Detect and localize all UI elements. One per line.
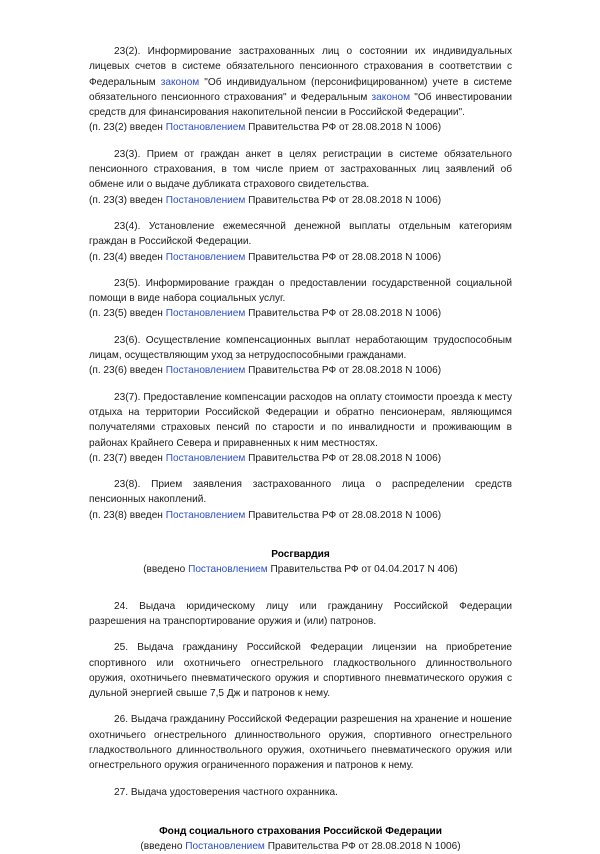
section-gap — [89, 800, 512, 824]
resolution-link[interactable]: Постановлением — [188, 564, 268, 576]
clause-23-8-note — [89, 508, 512, 523]
note-suffix: Правительства РФ от 28.08.2018 N 1006) — [245, 251, 442, 263]
note-suffix: Правительства РФ от 28.08.2018 N 1006) — [264, 841, 461, 853]
clause-23-2-note — [89, 120, 512, 135]
note-prefix: (п. 23(2) введен — [89, 122, 166, 134]
note-suffix: Правительства РФ от 28.08.2018 N 1006) — [245, 365, 442, 377]
clause-23-6-note — [89, 363, 512, 378]
paragraph-gap — [89, 466, 512, 477]
paragraph-gap — [89, 322, 512, 333]
note-suffix: Правительства РФ от 28.08.2018 N 1006) — [245, 122, 442, 134]
clause-23-2-body2: "Об индивидуальном (персонифицированном) учете в системе обязательного пенсионного страхования" и Федеральным — [89, 76, 515, 103]
paragraph-gap — [89, 701, 512, 712]
clause-23-3-note — [89, 193, 512, 208]
paragraph-gap — [89, 379, 512, 390]
resolution-link[interactable]: Постановлением — [165, 452, 246, 464]
clause-23-7-note — [89, 451, 512, 466]
section-header-rosgvardiya-note — [89, 562, 512, 577]
section-gap — [89, 523, 512, 547]
note-prefix: (п. 23(4) введен — [89, 251, 166, 263]
section-header-fss: Фонд социального страхования Российской Федерации — [159, 825, 442, 837]
clause-24-text: 24. Выдача юридическому лицу или гражданину Российской Федерации разрешения на транспортирование оружия и (или) патронов. — [89, 600, 512, 627]
clause-23-6-text: 23(6). Осуществление компенсационных выплат неработающим трудоспособным лицам, осуществляющим уход за нетрудоспособными гражданами. — [89, 334, 512, 362]
clause-23-5-note — [89, 306, 512, 321]
paragraph-gap — [89, 208, 512, 219]
paragraph-gap — [89, 774, 512, 785]
note-suffix: Правительства РФ от 28.08.2018 N 1006) — [245, 509, 442, 521]
note-prefix: (п. 23(3) введен — [89, 194, 166, 206]
clause-23-4-text: 23(4). Установление ежемесячной денежной выплаты отдельным категориям граждан в Российской Федерации. — [89, 220, 512, 248]
paragraph-gap — [89, 265, 512, 276]
resolution-link[interactable]: Постановлением — [165, 194, 246, 206]
section-gap — [89, 578, 512, 599]
law-link-1[interactable]: законом — [160, 76, 200, 88]
note-prefix: (п. 23(8) введен — [89, 509, 166, 521]
resolution-link[interactable]: Постановлением — [165, 308, 246, 320]
note-suffix: Правительства РФ от 04.04.2017 N 406) — [267, 564, 458, 576]
note-prefix: (п. 23(5) введен — [89, 308, 166, 320]
law-link-2[interactable]: законом — [371, 91, 411, 103]
clause-23-8-text: 23(8). Прием заявления застрахованного лица о распределении средств пенсионных накоплений. — [89, 479, 512, 506]
note-suffix: Правительства РФ от 28.08.2018 N 1006) — [245, 452, 442, 464]
document-body — [89, 44, 515, 854]
paragraph-gap — [89, 136, 512, 147]
note-prefix: (введено — [143, 564, 189, 576]
clause-23-2-body: 23(2). Информирование застрахованных лиц о состоянии их индивидуальных лицевых счетов в системе обязательного пенсионного страхования в соответствии с Федеральным — [89, 46, 515, 88]
section-header-rosgvardiya: Росгвардия — [271, 549, 330, 561]
note-prefix: (введено — [140, 841, 186, 853]
clause-23-5-text: 23(5). Информирование граждан о предоставлении государственной социальной помощи в виде набора социальных услуг. — [89, 277, 512, 305]
clause-25-text: 25. Выдача гражданину Российской Федерации лицензии на приобретение спортивного или охотничьего огнестрельного гладкоствольного длинноствольного оружия, охотничьего пневматического оружия и спортивного пневматического оружия с дульной энергией свыше 7,5 Дж и патронов к нему. — [89, 642, 512, 700]
note-suffix: Правительства РФ от 28.08.2018 N 1006) — [245, 194, 442, 206]
resolution-link[interactable]: Постановлением — [165, 122, 246, 134]
resolution-link[interactable]: Постановлением — [165, 251, 246, 263]
resolution-link[interactable]: Постановлением — [165, 509, 246, 521]
clause-23-7-text: 23(7). Предоставление компенсации расходов на оплату стоимости проезда к месту отдыха на территории Российской Федерации и обратно пенсионерам, являющимся получателями страховых пенсий по старости и по инвалидности и проживающим в районах Крайнего Севера и приравненных к ним местностях. — [89, 391, 512, 449]
resolution-link[interactable]: Постановлением — [185, 841, 265, 853]
clause-23-4-note — [89, 250, 512, 265]
note-prefix: (п. 23(7) введен — [89, 452, 166, 464]
clause-23-2-body3: "Об инвестировании средств для финансирования накопительной пенсии в Российской Федерации". — [89, 91, 515, 119]
note-suffix: Правительства РФ от 28.08.2018 N 1006) — [245, 308, 442, 320]
clause-23-3-text: 23(3). Прием от граждан анкет в целях регистрации в системе обязательного пенсионного страхования, в том числе прием от застрахованных лиц заявлений об обмене или о выдаче дубликата страхового свидетельства. — [89, 148, 512, 191]
clause-26-text: 26. Выдача гражданину Российской Федерации разрешения на хранение и ношение охотничьего огнестрельного длинноствольного оружия, спортивного огнестрельного гладкоствольного длинноствольного оружия, охотничьего пневматического оружия или огнестрельного оружия ограниченного поражения и патронов к нему. — [89, 714, 512, 772]
clause-23-2-text — [89, 44, 515, 120]
resolution-link[interactable]: Постановлением — [165, 365, 246, 377]
note-prefix: (п. 23(6) введен — [89, 365, 166, 377]
clause-27-text: 27. Выдача удостоверения частного охранника. — [114, 786, 338, 798]
paragraph-gap — [89, 629, 512, 640]
